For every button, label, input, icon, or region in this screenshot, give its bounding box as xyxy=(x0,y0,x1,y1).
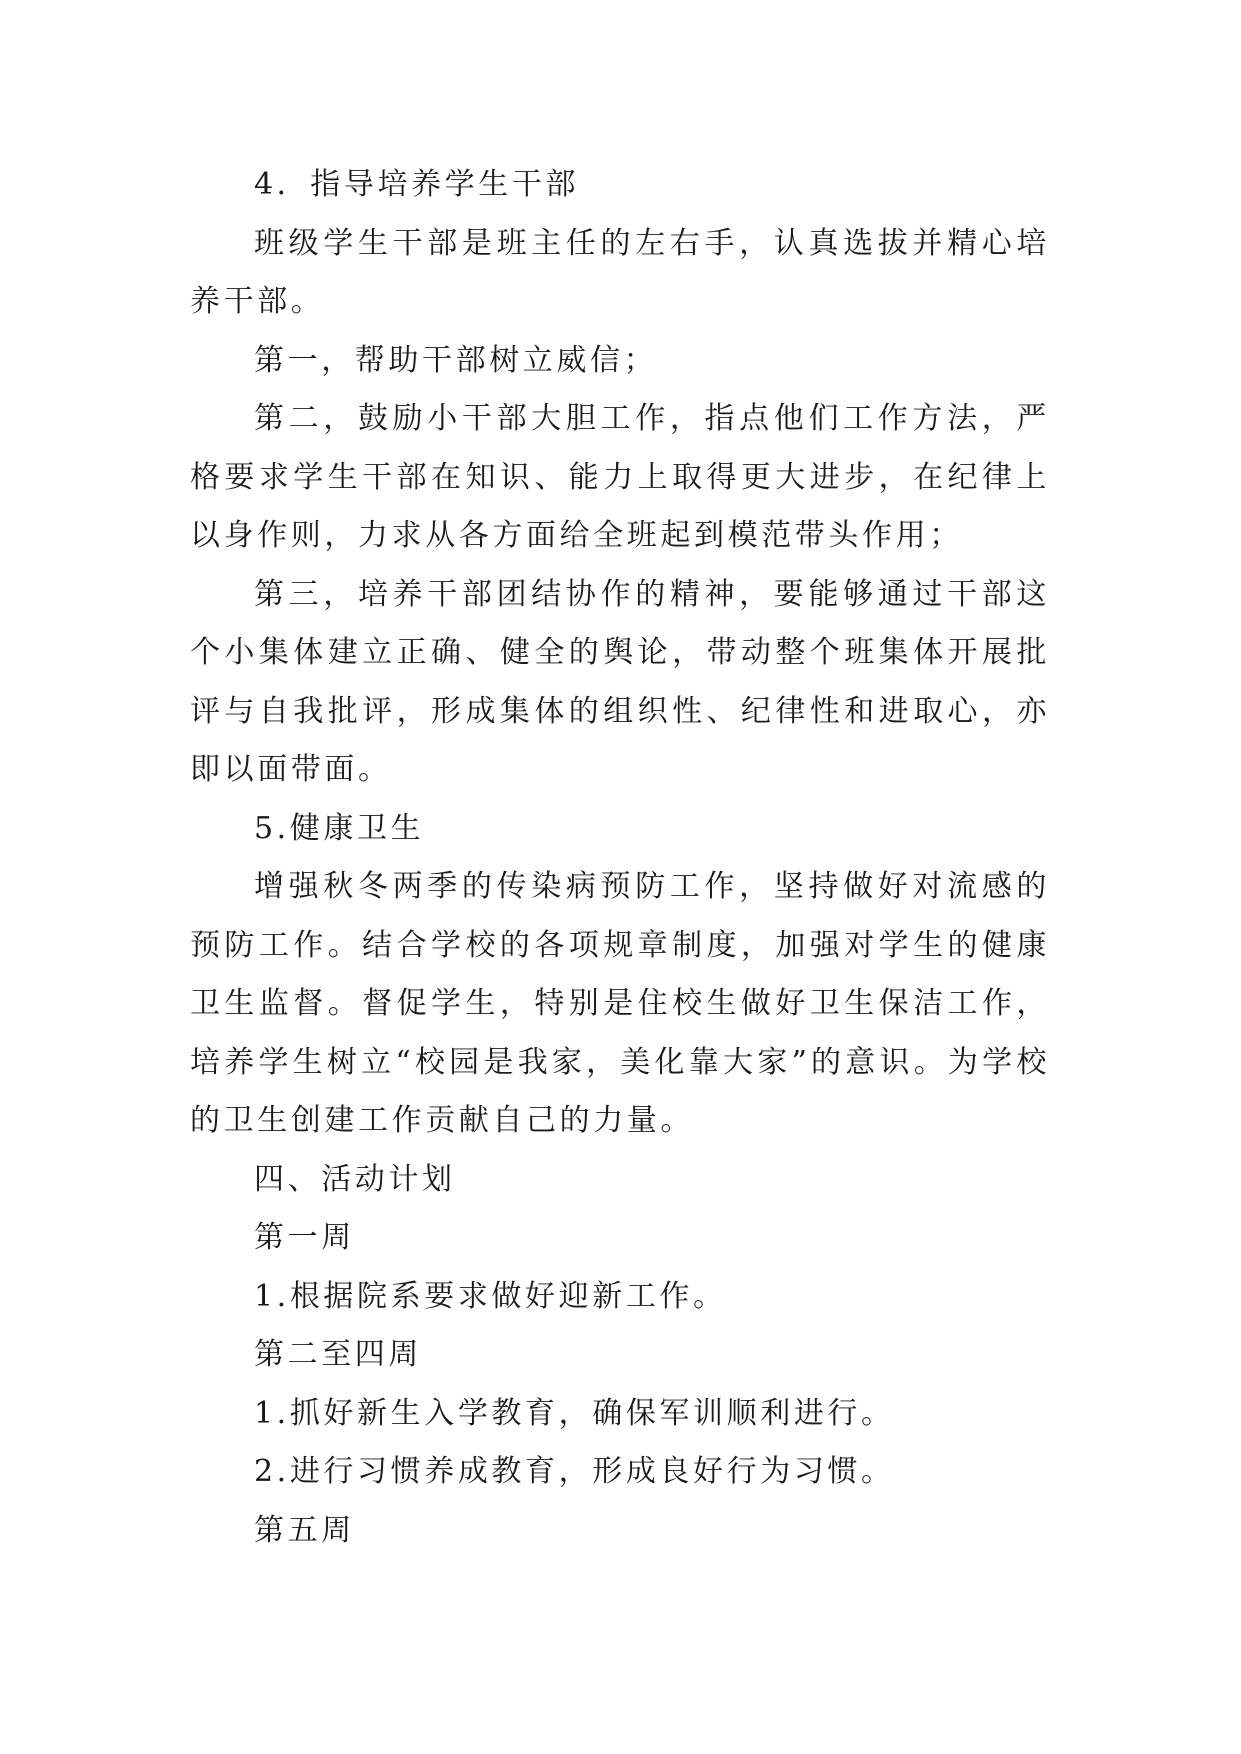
week-heading-1: 第一周 xyxy=(254,1220,355,1255)
paragraph-second: 第二，鼓励小干部大胆工作，指点他们工作方法，严格要求学生干部在知识、能力上取得更大进步，在纪律上以身作则，力求从各方面给全班起到模范带头作用； xyxy=(190,401,1050,553)
section-heading-5: 5.健康卫生 xyxy=(254,810,425,846)
paragraph-third: 第三，培养干部团结协作的精神，要能够通过干部这个小集体建立正确、健全的舆论，带动整个班集体开展批评与自我批评，形成集体的组织性、纪律性和进取心，亦即以面带面。 xyxy=(190,576,1050,787)
section-heading-4: 4．指导培养学生干部 xyxy=(254,167,580,202)
paragraph-cadre-intro: 班级学生干部是班主任的左右手，认真选拔并精心培养干部。 xyxy=(190,225,1050,319)
document-body xyxy=(190,156,1050,1560)
paragraph-health: 增强秋冬两季的传染病预防工作，坚持做好对流感的预防工作。结合学校的各项规章制度，加强对学生的健康卫生监督。督促学生，特别是住校生做好卫生保洁工作，培养学生树立“校园是我家，美化靠大家”的意识。为学校的卫生创建工作贡献自己的力量。 xyxy=(190,869,1050,1138)
week-heading-2-4: 第二至四周 xyxy=(254,1337,422,1372)
list-item: 2.进行习惯养成教育，形成良好行为习惯。 xyxy=(254,1454,895,1489)
list-item: 1.抓好新生入学教育，确保军训顺利进行。 xyxy=(254,1395,895,1431)
paragraph-first: 第一，帮助干部树立威信； xyxy=(254,342,658,378)
list-item: 1.根据院系要求做好迎新工作。 xyxy=(254,1278,727,1314)
week-heading-5: 第五周 xyxy=(254,1512,355,1548)
section-heading-activity-plan: 四、活动计划 xyxy=(254,1161,456,1197)
